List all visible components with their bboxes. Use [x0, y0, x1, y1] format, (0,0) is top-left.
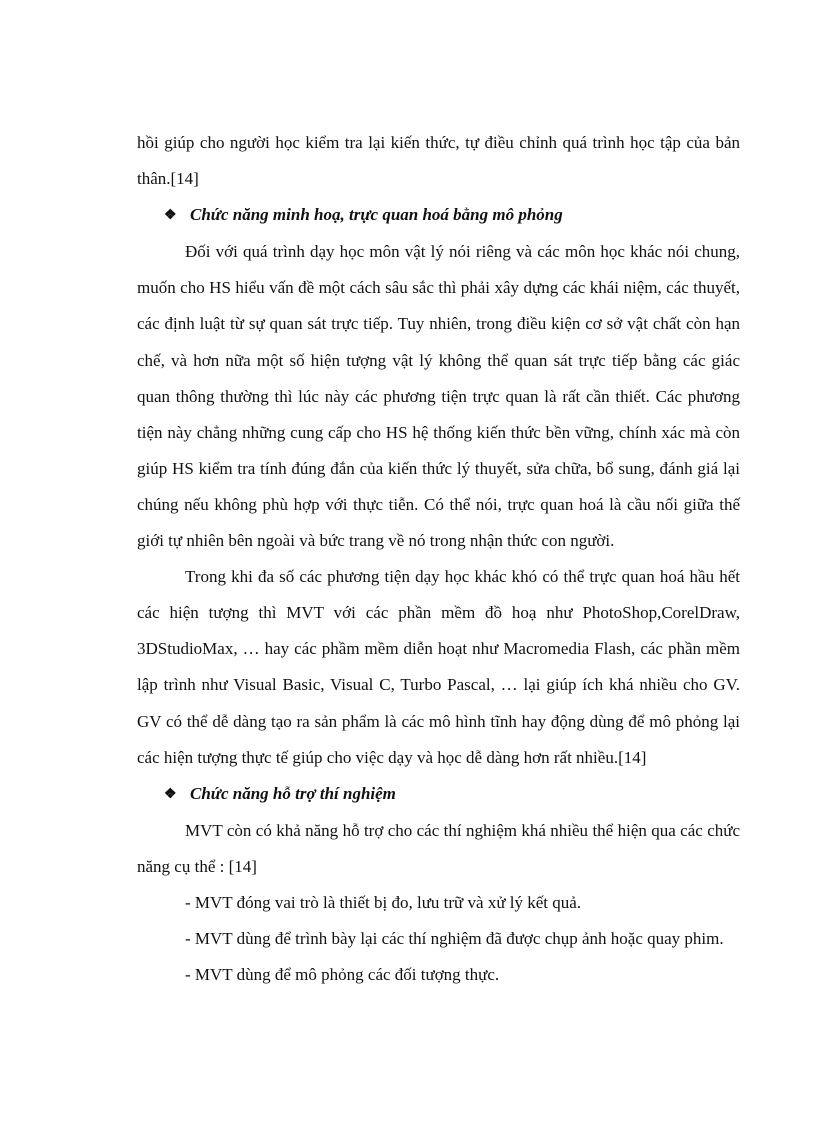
diamond-bullet-icon: ❖: [164, 786, 177, 802]
paragraph-continuation: hồi giúp cho người học kiểm tra lại kiến thức, tự điều chỉnh quá trình học tập của bản thân.[14]: [137, 133, 740, 189]
paragraph-experiment-intro: MVT còn có khả năng hỗ trợ cho các thí nghiệm khá nhiều thể hiện qua các chức năng cụ thể : [14]: [137, 820, 740, 876]
paragraph-software: Trong khi đa số các phương tiện dạy học khác khó có thể trực quan hoá hầu hết các hiện tượng thì MVT với các phần mềm đồ hoạ như PhotoShop,CorelDraw, 3DStudioMax, … hay các phầm mềm diễn hoạt như Macromedia Flash, các phần mềm lập trình như Visual Basic, Visual C, Turbo Pascal, … lại giúp ích khá nhiều cho GV. GV có thể dễ dàng tạo ra sản phẩm là các mô hình tĩnh hay động dùng để mô phỏng lại các hiện tượng thực tế giúp cho việc dạy và học dễ dàng hơn rất nhiều.[14]: [137, 567, 740, 767]
diamond-bullet-icon: ❖: [164, 208, 177, 224]
section-heading-illustration: [137, 197, 740, 234]
document-page: [137, 125, 740, 993]
section-heading-experiment: [137, 776, 740, 813]
paragraph-visualization: Đối với quá trình dạy học môn vật lý nói riêng và các môn học khác nói chung, muốn cho HS hiểu vấn đề một cách sâu sắc thì phải xây dựng các khái niệm, các thuyết, các định luật từ sự quan sát trực tiếp. Tuy nhiên, trong điều kiện cơ sở vật chất còn hạn chế, và hơn nữa một số hiện tượng vật lý không thể quan sát trực tiếp bằng các giác quan thông thường thì lúc này các phương tiện trực quan là rất cần thiết. Các phương tiện này chẳng những cung cấp cho HS hệ thống kiến thức bền vững, chính xác mà còn giúp HS kiểm tra tính đúng đắn của kiến thức lý thuyết, sửa chữa, bổ sung, đánh giá lại chúng nếu không phù hợp với thực tiễn. Có thể nói, trực quan hoá là cầu nối giữa thế giới tự nhiên bên ngoài và bức trang về nó trong nhận thức con người.: [137, 242, 740, 551]
section-heading-text: Chức năng hỗ trợ thí nghiệm: [190, 783, 396, 803]
list-item: - MVT dùng để trình bày lại các thí nghiệm đã được chụp ảnh hoặc quay phim.: [185, 929, 724, 949]
list-item: - MVT dùng để mô phỏng các đối tượng thực.: [185, 965, 500, 985]
list-item: - MVT đóng vai trò là thiết bị đo, lưu trữ và xử lý kết quả.: [185, 892, 582, 912]
section-heading-text: Chức năng minh hoạ, trực quan hoá bằng mô phỏng: [190, 205, 563, 225]
